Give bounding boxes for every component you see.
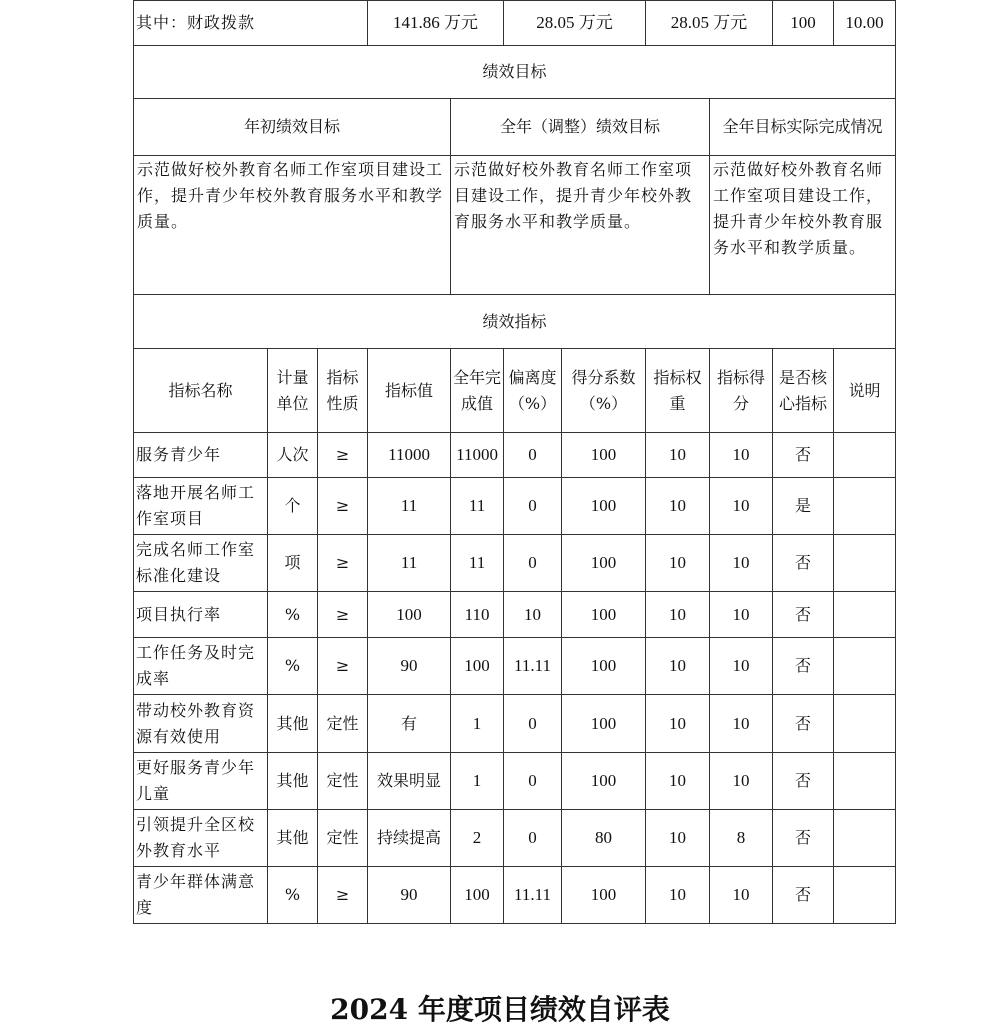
score-weight: 100 <box>773 1 834 46</box>
header-core: 是否核心指标 <box>773 349 834 433</box>
execution-rate: 10.00 <box>834 1 896 46</box>
table-row <box>134 535 896 592</box>
table-row <box>134 753 896 810</box>
indicator-name: 工作任务及时完成率 <box>134 638 268 695</box>
goals-col-adjusted: 全年（调整）绩效目标 <box>451 99 710 156</box>
indicator-target: 90 <box>368 638 451 695</box>
indicator-score: 10 <box>710 695 773 753</box>
indicator-target: 11000 <box>368 433 451 478</box>
indicator-coef: 80 <box>562 810 646 867</box>
table-row <box>134 695 896 753</box>
indicator-note <box>834 695 896 753</box>
adjusted-budget: 28.05 万元 <box>504 1 646 46</box>
goals-text-row <box>134 156 896 295</box>
annual-budget: 141.86 万元 <box>368 1 504 46</box>
indicator-name: 青少年群体满意度 <box>134 867 268 924</box>
indicator-target: 100 <box>368 592 451 638</box>
indicator-actual: 2 <box>451 810 504 867</box>
indicator-nature: 定性 <box>318 753 368 810</box>
table-row <box>134 810 896 867</box>
indicator-core: 否 <box>773 592 834 638</box>
funding-label: 其中：财政拨款 <box>134 1 368 46</box>
funding-row <box>134 1 896 46</box>
table-row <box>134 592 896 638</box>
indicator-actual: 11 <box>451 535 504 592</box>
table-row <box>134 478 896 535</box>
indicator-unit: % <box>268 592 318 638</box>
indicator-coef: 100 <box>562 753 646 810</box>
header-target: 指标值 <box>368 349 451 433</box>
executed-amount: 28.05 万元 <box>646 1 773 46</box>
header-nature: 指标性质 <box>318 349 368 433</box>
indicator-deviation: 11.11 <box>504 867 562 924</box>
indicator-coef: 100 <box>562 638 646 695</box>
indicator-name: 服务青少年 <box>134 433 268 478</box>
indicator-nature: ≥ <box>318 433 368 478</box>
indicator-note <box>834 478 896 535</box>
indicator-core: 是 <box>773 478 834 535</box>
indicator-nature: ≥ <box>318 535 368 592</box>
page-title: 2024 年度项目绩效自评表 <box>330 993 670 1026</box>
indicator-core: 否 <box>773 695 834 753</box>
indicator-coef: 100 <box>562 478 646 535</box>
indicator-note <box>834 753 896 810</box>
header-note: 说明 <box>834 349 896 433</box>
indicator-weight: 10 <box>646 810 710 867</box>
indicator-nature: ≥ <box>318 478 368 535</box>
indicator-score: 10 <box>710 753 773 810</box>
indicator-name: 更好服务青少年儿童 <box>134 753 268 810</box>
indicator-weight: 10 <box>646 592 710 638</box>
indicator-nature: ≥ <box>318 592 368 638</box>
indicator-coef: 100 <box>562 695 646 753</box>
indicator-nature: ≥ <box>318 867 368 924</box>
table-row <box>134 433 896 478</box>
indicator-actual: 100 <box>451 867 504 924</box>
indicator-note <box>834 535 896 592</box>
indicator-actual: 1 <box>451 695 504 753</box>
indicator-name: 落地开展名师工作室项目 <box>134 478 268 535</box>
performance-table <box>133 0 896 924</box>
indicator-coef: 100 <box>562 433 646 478</box>
header-actual: 全年完成值 <box>451 349 504 433</box>
table-row <box>134 638 896 695</box>
indicator-deviation: 0 <box>504 810 562 867</box>
indicator-score: 10 <box>710 433 773 478</box>
indicator-target: 持续提高 <box>368 810 451 867</box>
indicator-weight: 10 <box>646 478 710 535</box>
indicator-score: 10 <box>710 535 773 592</box>
indicator-actual: 11 <box>451 478 504 535</box>
indicator-score: 10 <box>710 867 773 924</box>
indicator-target: 11 <box>368 535 451 592</box>
indicator-name: 完成名师工作室标准化建设 <box>134 535 268 592</box>
indicator-deviation: 0 <box>504 433 562 478</box>
indicator-note <box>834 638 896 695</box>
goals-section-title: 绩效目标 <box>134 46 896 99</box>
indicator-core: 否 <box>773 535 834 592</box>
indicator-target: 90 <box>368 867 451 924</box>
indicator-score: 10 <box>710 592 773 638</box>
indicator-coef: 100 <box>562 867 646 924</box>
indicator-coef: 100 <box>562 535 646 592</box>
indicator-weight: 10 <box>646 867 710 924</box>
indicator-nature: ≥ <box>318 638 368 695</box>
indicator-weight: 10 <box>646 638 710 695</box>
indicators-header-row <box>134 349 896 433</box>
indicator-coef: 100 <box>562 592 646 638</box>
indicator-name: 项目执行率 <box>134 592 268 638</box>
indicator-core: 否 <box>773 810 834 867</box>
indicator-weight: 10 <box>646 695 710 753</box>
indicator-actual: 100 <box>451 638 504 695</box>
indicator-actual: 110 <box>451 592 504 638</box>
goals-col-initial: 年初绩效目标 <box>134 99 451 156</box>
indicator-rows <box>134 433 896 924</box>
indicator-name: 带动校外教育资源有效使用 <box>134 695 268 753</box>
header-unit: 计量单位 <box>268 349 318 433</box>
indicator-weight: 10 <box>646 433 710 478</box>
indicator-score: 8 <box>710 810 773 867</box>
indicator-core: 否 <box>773 753 834 810</box>
indicator-weight: 10 <box>646 535 710 592</box>
indicator-unit: 项 <box>268 535 318 592</box>
indicator-nature: 定性 <box>318 695 368 753</box>
indicator-deviation: 11.11 <box>504 638 562 695</box>
indicator-score: 10 <box>710 638 773 695</box>
indicator-deviation: 0 <box>504 478 562 535</box>
indicator-core: 否 <box>773 433 834 478</box>
table-row <box>134 867 896 924</box>
indicator-unit: 其他 <box>268 810 318 867</box>
indicator-unit: 其他 <box>268 753 318 810</box>
indicators-section-title: 绩效指标 <box>134 295 896 349</box>
indicator-weight: 10 <box>646 753 710 810</box>
indicator-deviation: 10 <box>504 592 562 638</box>
indicator-name: 引领提升全区校外教育水平 <box>134 810 268 867</box>
goals-adjusted-text: 示范做好校外教育名师工作室项目建设工作，提升青少年校外教育服务水平和教学质量。 <box>451 156 710 295</box>
indicator-target: 有 <box>368 695 451 753</box>
indicator-unit: 个 <box>268 478 318 535</box>
indicator-actual: 1 <box>451 753 504 810</box>
indicator-unit: % <box>268 867 318 924</box>
goals-header-row <box>134 99 896 156</box>
indicator-target: 11 <box>368 478 451 535</box>
indicator-target: 效果明显 <box>368 753 451 810</box>
indicator-deviation: 0 <box>504 695 562 753</box>
indicator-deviation: 0 <box>504 535 562 592</box>
header-name: 指标名称 <box>134 349 268 433</box>
indicator-unit: 其他 <box>268 695 318 753</box>
indicator-core: 否 <box>773 638 834 695</box>
indicator-note <box>834 592 896 638</box>
indicator-deviation: 0 <box>504 753 562 810</box>
indicator-nature: 定性 <box>318 810 368 867</box>
indicator-unit: % <box>268 638 318 695</box>
header-score: 指标得分 <box>710 349 773 433</box>
indicator-note <box>834 433 896 478</box>
goals-initial-text: 示范做好校外教育名师工作室项目建设工作，提升青少年校外教育服务水平和教学质量。 <box>134 156 451 295</box>
indicator-actual: 11000 <box>451 433 504 478</box>
indicator-score: 10 <box>710 478 773 535</box>
header-deviation: 偏离度（%） <box>504 349 562 433</box>
indicator-note <box>834 810 896 867</box>
header-weight: 指标权重 <box>646 349 710 433</box>
goals-col-actual: 全年目标实际完成情况 <box>710 99 896 156</box>
header-coef: 得分系数（%） <box>562 349 646 433</box>
indicator-unit: 人次 <box>268 433 318 478</box>
indicator-core: 否 <box>773 867 834 924</box>
indicator-note <box>834 867 896 924</box>
goals-actual-text: 示范做好校外教育名师工作室项目建设工作，提升青少年校外教育服务水平和教学质量。 <box>710 156 896 295</box>
